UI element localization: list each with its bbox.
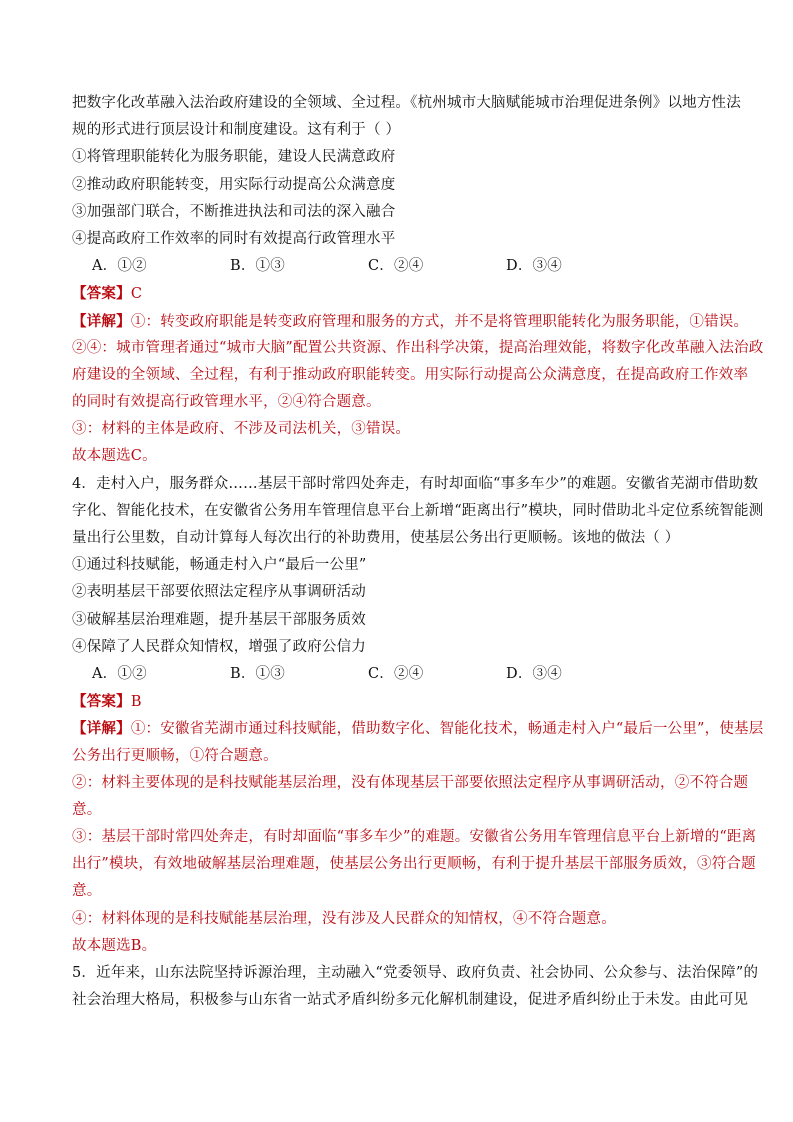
detail-text: ①：安徽省芜湖市通过科技赋能，借助数字化、智能化技术，畅通走村入户“最后一公里”，使基层 [130,721,764,738]
option-b: B．①③ [230,665,285,682]
option-b: B．①③ [230,258,285,275]
statement-2: ②表明基层干部要依照法定程序从事调研活动 [72,584,366,601]
conclusion-line: 故本题选C。 [72,448,157,465]
detail-line: ③：基层干部时常四处奔走，有时却面临“事多车少”的难题。安徽省公务用车管理信息平台上新增的“距离 [72,829,757,846]
question-stem-line: 规的形式进行顶层设计和制度建设。这有利于（ ） [72,122,401,139]
answer-options [72,253,722,280]
conclusion-line: 故本题选B。 [72,937,157,954]
option-d: D．③④ [506,665,562,682]
answer-label: 【答案】 [72,693,131,711]
question-stem-line: 5．近年来，山东法院坚持诉源治理，主动融入“党委领导、政府负责、社会协同、公众参与、法治保障”的 [72,965,759,981]
option-d: D．③④ [506,258,562,275]
answer-line [72,688,722,715]
statement-1: ①将管理职能转化为服务职能，建设人民满意政府 [72,149,396,166]
question-stem-line: 字化、智能化技术，在安徽省公务用车管理信息平台上新增“距离出行”模块，同时借助北斗定位系统智能测 [72,502,764,519]
detail-line: 府建设的全领域、全过程，有利于推动政府职能转变。用实际行动提高公众满意度，在提高政府工作效率 [72,366,749,383]
question-stem-line: 量出行公里数，自动计算每人每次出行的补助费用，使基层公务出行更顺畅。该地的做法（ ） [72,530,680,546]
question-3 [72,90,764,471]
answer-label: 【答案】 [72,285,131,303]
question-4 [72,471,764,960]
detail-line: 意。 [72,883,102,900]
question-5 [72,960,759,1014]
detail-line [72,715,764,742]
detail-line: 的同时有效提高行政管理水平，②④符合题意。 [72,394,381,411]
statement-4: ④提高政府工作效率的同时有效提高行政管理水平 [72,230,396,247]
question-stem-line: 4．走村入户，服务群众……基层干部时常四处奔走，有时却面临“事多车少”的难题。安徽省芜湖市借助数 [72,475,759,492]
document-content [72,90,764,1014]
detail-line: 出行”模块，有效地破解基层治理难题，使基层公务出行更顺畅，有利于提升基层干部服务质效，③符合题 [72,856,756,873]
statement-1: ①通过科技赋能，畅通走村入户“最后一公里” [72,557,367,574]
question-stem-line: 社会治理大格局，积极参与山东省一站式矛盾纠纷多元化解机制建设，促进矛盾纠纷止于未发。由此可见 [72,992,749,1009]
option-c: C．②④ [368,258,424,275]
answer-value: B [130,694,142,711]
answer-line [72,280,722,307]
option-c: C．②④ [368,665,424,682]
option-a: A．①② [92,258,147,275]
detail-label: 【详解】 [72,312,131,330]
question-stem-line: 把数字化改革融入法治政府建设的全领域、全过程。《杭州城市大脑赋能城市治理促进条例》以地方性法 [72,95,741,111]
detail-line: ④：材料体现的是科技赋能基层治理，没有涉及人民群众的知情权，④不符合题意。 [72,910,616,927]
answer-options [72,661,722,688]
detail-text: ①：转变政府职能是转变政府管理和服务的方式，并不是将管理职能转化为服务职能，①错误。 [130,313,749,330]
detail-label: 【详解】 [72,720,131,738]
detail-line: ②：材料主要体现的是科技赋能基层治理，没有体现基层干部要依照法定程序从事调研活动，②不符合题 [72,774,749,791]
detail-line: ②④：城市管理者通过“城市大脑”配置公共资源、作出科学决策，提高治理效能，将数字化改革融入法治政 [72,339,764,356]
detail-line: 公务出行更顺畅，①符合题意。 [72,747,278,764]
option-a: A．①② [92,665,147,682]
statement-2: ②推动政府职能转变，用实际行动提高公众满意度 [72,176,396,193]
answer-value: C [130,286,143,303]
statement-3: ③加强部门联合，不断推进执法和司法的深入融合 [72,203,396,220]
statement-3: ③破解基层治理难题，提升基层干部服务质效 [72,611,366,628]
detail-line [72,308,749,335]
statement-4: ④保障了人民群众知情权，增强了政府公信力 [72,638,366,655]
detail-line: 意。 [72,801,102,818]
detail-line: ③：材料的主体是政府、不涉及司法机关，③错误。 [72,421,411,438]
